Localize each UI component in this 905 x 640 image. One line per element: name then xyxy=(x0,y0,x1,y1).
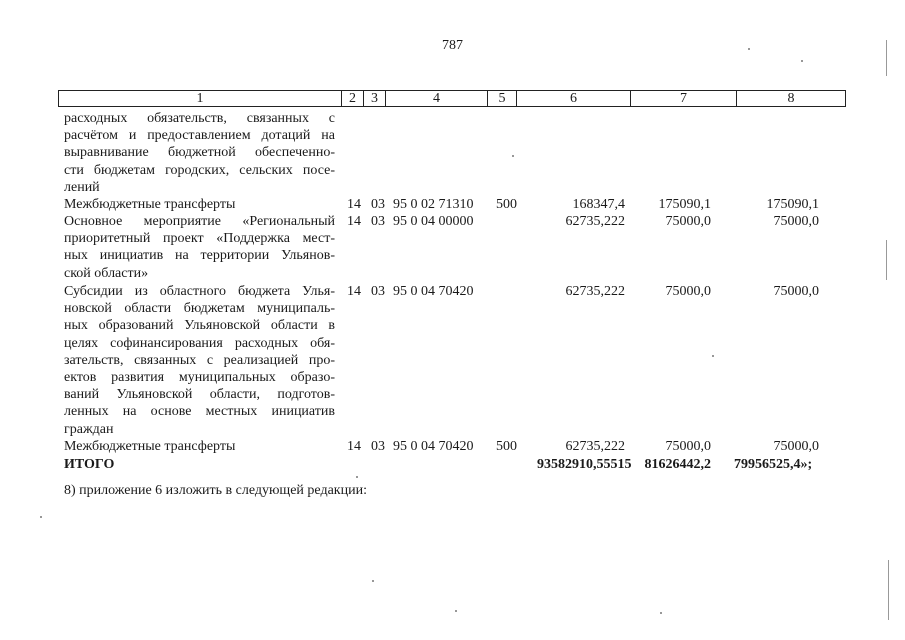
footer-instruction: 8) приложение 6 изложить в следующей редакции: xyxy=(64,483,367,498)
scan-speck xyxy=(512,155,514,157)
row-1-csr: 95 0 02 71310 xyxy=(393,197,474,212)
row-3-desc-line: ваний Ульяновской области, подготов- xyxy=(64,387,335,403)
row-3-desc-line: новской области бюджетам муниципаль- xyxy=(64,301,335,317)
row-2-description xyxy=(64,213,335,282)
row-0-description xyxy=(64,110,335,196)
row-3-sum-col8: 75000,0 xyxy=(773,284,819,299)
total-label: ИТОГО xyxy=(64,457,115,472)
row-3-pr: 03 xyxy=(371,284,385,299)
row-0-desc-line: сти бюджетам городских, сельских посе- xyxy=(64,162,335,178)
row-1-description xyxy=(64,196,335,213)
row-1-desc-line: Межбюджетные трансферты xyxy=(64,197,236,212)
row-2-desc-line: ской области» xyxy=(64,265,149,281)
row-3-csr: 95 0 04 70420 xyxy=(393,284,474,299)
row-2-sum-col7: 75000,0 xyxy=(665,214,711,229)
scan-speck xyxy=(372,580,374,582)
row-3-rz: 14 xyxy=(347,284,361,299)
scan-speck xyxy=(801,60,803,62)
row-0-desc-line: расчётом и предоставлением дотаций на xyxy=(64,128,335,144)
row-1-sum-col7: 175090,1 xyxy=(658,197,711,212)
row-4-pr: 03 xyxy=(371,439,385,454)
row-4-rz: 14 xyxy=(347,439,361,454)
row-3-desc-line: ных образований Ульяновской области в xyxy=(64,318,335,334)
header-col-6: 6 xyxy=(517,91,631,106)
scan-speck xyxy=(40,516,42,518)
row-0-desc-line: лений xyxy=(64,179,100,195)
scan-edge-mark xyxy=(886,40,887,76)
row-1-vr: 500 xyxy=(496,197,517,212)
row-2-desc-line: приоритетный проект «Поддержка мест- xyxy=(64,231,335,247)
row-4-sum-col8: 75000,0 xyxy=(773,439,819,454)
total-sum-col6: 93582910,55515 xyxy=(537,457,632,472)
total-sum-col7: 81626442,2 xyxy=(644,457,711,472)
row-2-csr: 95 0 04 00000 xyxy=(393,214,474,229)
row-4-desc-line: Межбюджетные трансферты xyxy=(64,439,236,454)
header-col-7: 7 xyxy=(631,91,737,106)
row-2-desc-line: ных инициатив на территории Ульянов- xyxy=(64,248,335,264)
scan-edge-mark xyxy=(888,560,889,620)
row-1-sum-col8: 175090,1 xyxy=(766,197,819,212)
scan-edge-mark xyxy=(886,240,887,280)
row-3-desc-line: ектов развития муниципальных образо- xyxy=(64,370,335,386)
row-2-sum-col6: 62735,222 xyxy=(565,214,625,229)
row-4-vr: 500 xyxy=(496,439,517,454)
table-header-row xyxy=(58,90,846,107)
header-col-5: 5 xyxy=(488,91,517,106)
row-3-description xyxy=(64,283,335,438)
header-col-3: 3 xyxy=(364,91,386,106)
row-1-sum-col6: 168347,4 xyxy=(572,197,625,212)
row-0-desc-line: расходных обязательств, связанных с xyxy=(64,111,335,126)
header-col-1: 1 xyxy=(59,91,342,106)
header-col-8: 8 xyxy=(787,91,795,106)
row-3-desc-line: целях софинансирования расходных обя- xyxy=(64,335,335,351)
scan-speck xyxy=(748,48,750,50)
scan-speck xyxy=(356,476,358,478)
row-4-sum-col6: 62735,222 xyxy=(565,439,625,454)
row-2-desc-line: Основное мероприятие «Региональный xyxy=(64,214,335,229)
total-sum-col8: 79956525,4»; xyxy=(734,457,813,472)
row-2-pr: 03 xyxy=(371,214,385,229)
row-0-desc-line: выравнивание бюджетной обеспеченно- xyxy=(64,145,335,161)
row-1-rz: 14 xyxy=(347,197,361,212)
scan-speck xyxy=(660,612,662,614)
row-1-pr: 03 xyxy=(371,197,385,212)
row-3-sum-col6: 62735,222 xyxy=(565,284,625,299)
row-4-csr: 95 0 04 70420 xyxy=(393,439,474,454)
header-col-4: 4 xyxy=(386,91,488,106)
scan-speck xyxy=(455,610,457,612)
row-3-sum-col7: 75000,0 xyxy=(665,284,711,299)
row-2-rz: 14 xyxy=(347,214,361,229)
page-number: 787 xyxy=(442,38,463,53)
scan-speck xyxy=(712,355,714,357)
row-3-desc-line: граждан xyxy=(64,421,114,437)
row-4-description xyxy=(64,438,335,455)
row-4-sum-col7: 75000,0 xyxy=(665,439,711,454)
row-2-sum-col8: 75000,0 xyxy=(773,214,819,229)
row-3-desc-line: зательств, связанных с реализацией про- xyxy=(64,352,335,368)
row-3-desc-line: Субсидии из областного бюджета Улья- xyxy=(64,284,335,299)
row-3-desc-line: ленных на основе местных инициатив xyxy=(64,404,335,420)
header-col-2: 2 xyxy=(342,91,364,106)
